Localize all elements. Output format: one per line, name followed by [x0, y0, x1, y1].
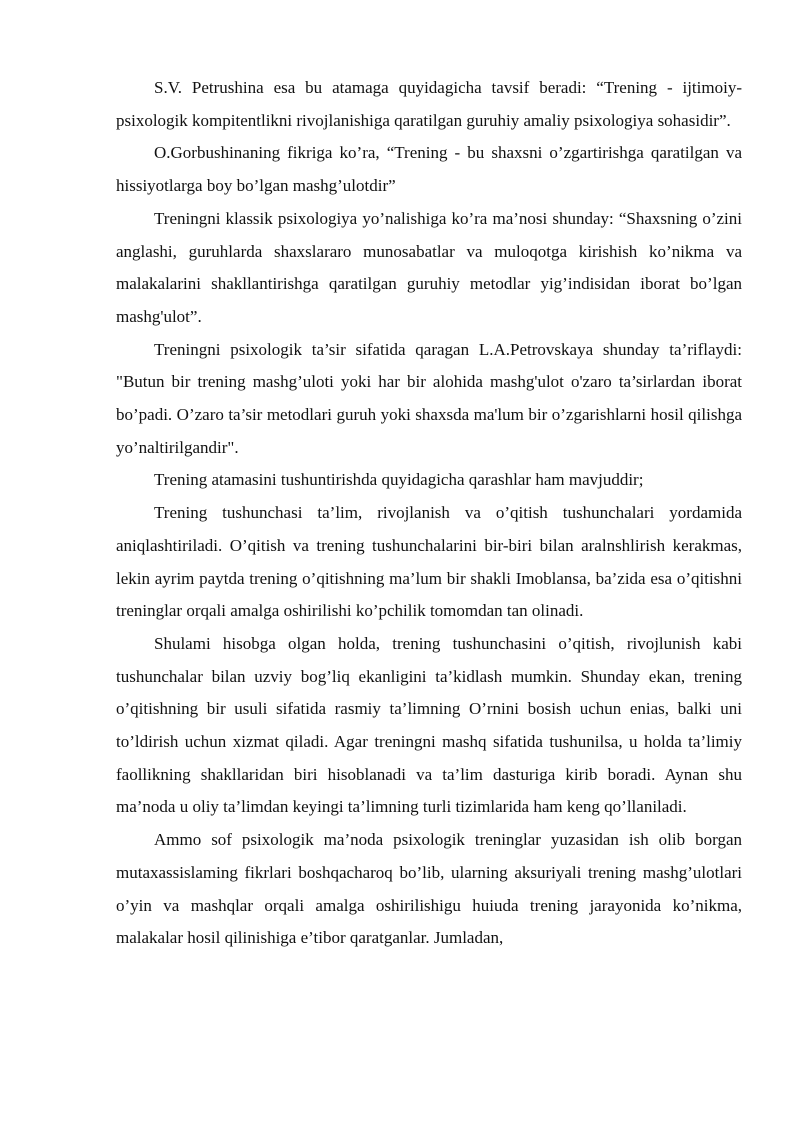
paragraph-6: Trening tushunchasi ta’lim, rivojlanish va o’qitish tushunchalari yordamida aniqlashtiriladi. O’qitish va trening tushunchalarini bir-biri bilan aralnshlirish kerakmas, lekin ayrim paytda trening o’qitishning ma’lum bir shakli Imoblansa, ba’zida esa o’qitishni treninglar orqali amalga oshirilishi ko’pchilik tomomdan tan olinadi.	[116, 503, 742, 621]
paragraph-5: Trening atamasini tushuntirishda quyidagicha qarashlar ham mavjuddir;	[154, 470, 644, 490]
paragraph-4: Treningni psixologik ta’sir sifatida qaragan L.A.Petrovskaya shunday ta’riflaydi: "Butun bir trening mashg’uloti yoki har bir alohida mashg'ulot o'zaro ta’sirlardan iborat bo’padi. O’zaro ta’sir metodlari guruh yoki shaxsda ma'lum bir o’zgarishlarni hosil qilishga yo’naltirilgandir".	[116, 339, 742, 457]
paragraph-8: Ammo sof psixologik ma’noda psixologik treninglar yuzasidan ish olib borgan mutaxassislaming fikrlari boshqacharoq bo’lib, ularning aksuriyali trening mashg’ulotlari o’yin va mashqlar orqali amalga oshirilishigu huiuda trening jarayonida ko’nikma, malakalar hosil qilinishiga e’tibor qaratganlar. Jumladan,	[116, 830, 742, 948]
paragraph-7: Shulami hisobga olgan holda, trening tushunchasini o’qitish, rivojlunish kabi tushunchalar bilan uzviy bog’liq ekanligini ta’kidlash mumkin. Shunday ekan, trening o’qitishning bir usuli sifatida rasmiy ta’limning O’rnini bosish uchun enias, balki uni to’ldirish uchun xizmat qiladi. Agar treningni mashq sifatida tushunilsa, u holda ta’limiy faollikning shakllaridan biri hisoblanadi va ta’lim dasturiga kirib boradi. Aynan shu ma’noda u oliy ta’limdan keyingi ta’limning turli tizimlarida ham keng qo’llaniladi.	[116, 633, 742, 817]
paragraph-1: S.V. Petrushina esa bu atamaga quyidagicha tavsif beradi: “Trening - ijtimoiy- psixologik kompitentlikni rivojlanishiga qaratilgan guruhiy amaliy psixologiya sohasidir”.	[116, 78, 742, 130]
body-text	[116, 72, 742, 955]
paragraph-3: Treningni klassik psixologiya yo’nalishiga ko’ra ma’nosi shunday: “Shaxsning o’zini anglashi, guruhlarda shaxslararo munosabatlar va muloqotga kirishish ko’nikma va malakalarini shakllantirishga qaratilgan guruhiy metodlar yig’indisidan iborat bo’lgan mashg'ulot”.	[116, 208, 742, 326]
paragraph-2: O.Gorbushinaning fikriga ko’ra, “Trening - bu shaxsni o’zgartirishga qaratilgan va hissiyotlarga boy bo’lgan mashg’ulotdir”	[116, 143, 742, 196]
